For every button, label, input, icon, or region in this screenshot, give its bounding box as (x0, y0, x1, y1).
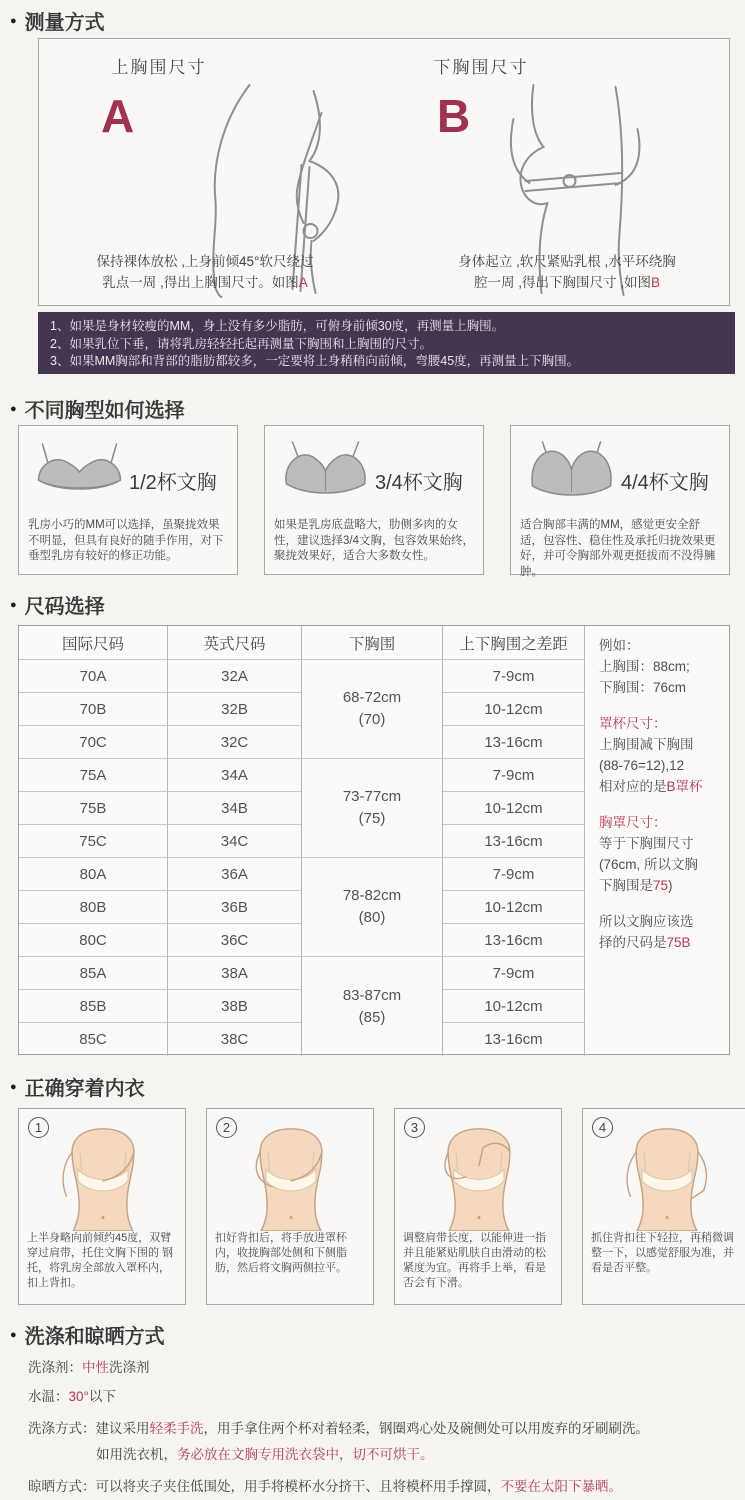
heading-text: 测量方式 (24, 12, 105, 34)
size-table-cell: 38C (168, 1023, 302, 1056)
wear-step-illustration (225, 1123, 357, 1231)
size-table-cell: 13-16cm (443, 924, 585, 957)
step-number-badge: 3 (404, 1117, 425, 1138)
size-note-line: (88-76=12),12 (599, 758, 685, 773)
size-table-cell: 80A (19, 858, 168, 891)
wear-step-illustration (37, 1123, 169, 1231)
wear-step-text: 扣好背扣后，将手放进罩杯内，收拢胸部处侧和下侧脂肪，然后将文胸两侧拉平。 (215, 1232, 347, 1274)
size-note-line: 等于下胸围尺寸 (599, 836, 694, 851)
bullet-icon: ● (10, 1081, 17, 1093)
size-table-cell: 85C (19, 1023, 168, 1056)
size-table-cell: 85A (19, 957, 168, 990)
size-table-cell: 7-9cm (443, 858, 585, 891)
wear-step-illustration (413, 1123, 545, 1231)
size-note-line: 下胸围是75) (599, 878, 673, 893)
size-table-cell: 36B (168, 891, 302, 924)
size-table-cell: 32B (168, 693, 302, 726)
bullet-icon: ● (10, 1329, 17, 1341)
size-table-cell: 36A (168, 858, 302, 891)
size-table-cell: 10-12cm (443, 693, 585, 726)
section-heading-wear (10, 1072, 145, 1101)
full-cup-bra-icon (523, 440, 621, 502)
letter-a-label: A (101, 90, 135, 142)
cup-card-full (510, 425, 730, 578)
heading-text: 尺码选择 (24, 596, 105, 618)
size-table-cell: 34B (168, 792, 302, 825)
size-note-line: 上胸围：88cm; (599, 659, 690, 674)
upper-bust-caption (55, 251, 355, 293)
wear-step-text: 抓住背扣往下轻拉，再稍微调整一下，以感觉舒服为准，并看是否平整。 (591, 1232, 734, 1274)
caption-line: 身体起立 ,软尺紧贴乳根 ,水平环绕胸 (458, 254, 676, 269)
bullet-icon: ● (10, 599, 17, 611)
size-table-cell: 上下胸围之差距 (443, 626, 585, 660)
bullet-icon: ● (10, 403, 17, 415)
notice-line: 2、如果乳位下垂，请将乳房轻轻托起再测量下胸围和上胸围的尺寸。 (50, 336, 432, 351)
cup-card-half (18, 425, 238, 575)
cup-label: 4/4杯文胸 (621, 472, 709, 494)
step-number-badge: 2 (216, 1117, 237, 1138)
wear-step-panel-4 (582, 1108, 745, 1305)
size-table-cell: 13-16cm (443, 825, 585, 858)
size-table-cell: 70C (19, 726, 168, 759)
wear-step-panel-2 (206, 1108, 374, 1305)
size-note-line: 下胸围：76cm (599, 680, 687, 695)
wash-line-detergent: 洗涤剂：中性洗涤剂 (28, 1360, 150, 1375)
section-heading-measure (10, 6, 105, 35)
size-table-cell: 32A (168, 660, 302, 693)
wash-line-method: 洗涤方式：建议采用轻柔手洗，用手拿住两个杯对着轻柔，钢圈鸡心处及碗侧处可以用废弃的牙刷刷洗。 (28, 1421, 649, 1436)
size-table-cell: 73-77cm (75) (302, 759, 443, 858)
size-note-line: (76cm, 所以文胸 (599, 857, 699, 872)
heading-text: 正确穿着内衣 (24, 1078, 145, 1100)
step-number-badge: 1 (28, 1117, 49, 1138)
cup-card-three-quarter (264, 425, 484, 575)
size-table-cell: 13-16cm (443, 726, 585, 759)
cup-label: 1/2杯文胸 (129, 472, 217, 494)
size-table-cell: 68-72cm (70) (302, 660, 443, 759)
size-table-cell: 36C (168, 924, 302, 957)
heading-text: 洗涤和晾晒方式 (24, 1326, 165, 1348)
wash-line-machine: 如用洗衣机，务必放在文胸专用洗衣袋中，切不可烘干。 (96, 1447, 434, 1462)
under-bust-caption (417, 251, 717, 293)
wear-step-panel-3 (394, 1108, 562, 1305)
size-table-cell: 78-82cm (80) (302, 858, 443, 957)
size-table-cell: 70B (19, 693, 168, 726)
size-table-cell: 80B (19, 891, 168, 924)
measure-diagram-box (38, 38, 730, 306)
size-note-line: 罩杯尺寸： (599, 716, 667, 731)
notice-line: 3、如果MM胸部和背部的脂肪都较多，一定要将上身稍稍向前倾，弯腰45度，再测量上下胸围。 (50, 354, 580, 368)
cup-description: 适合胸部丰满的MM，感觉更安全舒适，包容性、稳住性及承托归拢效果更好，并可令胸部外观更挺拔而不没得臃肿。 (520, 519, 716, 578)
size-note-line: 择的尺码是75B (599, 935, 691, 950)
wear-step-text: 上半身略向前倾约45度，双臂穿过肩带，托住文胸下围的 钢托，将乳房全部放入罩杯内，扣上背扣。 (27, 1232, 174, 1289)
bullet-icon: ● (10, 15, 17, 27)
size-table-cell: 10-12cm (443, 891, 585, 924)
size-note-line: 胸罩尺寸： (599, 815, 667, 830)
section-heading-wash (10, 1320, 165, 1349)
size-note-line: 所以文胸应该选 (599, 914, 694, 929)
step-number-badge: 4 (592, 1117, 613, 1138)
size-table-cell: 75B (19, 792, 168, 825)
size-table-notes (585, 626, 729, 1056)
caption-line: 腔一周 ,得出下胸围尺寸 ,如图B (473, 275, 661, 290)
size-table (18, 625, 730, 1055)
size-note-line: 上胸围减下胸围 (599, 737, 694, 752)
size-table-cell: 75A (19, 759, 168, 792)
size-table-cell: 38A (168, 957, 302, 990)
notice-line: 1、如果是身材较瘦的MM，身上没有多少脂肪，可俯身前倾30度，再测量上胸围。 (50, 319, 505, 333)
wear-step-illustration (601, 1123, 733, 1231)
size-table-cell: 38B (168, 990, 302, 1023)
measure-notice-box (38, 312, 735, 374)
size-table-cell: 34C (168, 825, 302, 858)
size-table-cell: 下胸围 (302, 626, 443, 660)
size-table-cell: 80C (19, 924, 168, 957)
size-table-cell: 85B (19, 990, 168, 1023)
size-table-cell: 7-9cm (443, 957, 585, 990)
wash-instructions (28, 1358, 734, 1496)
cup-description: 如果是乳房底盘略大，肋侧多肉的女性，建议选择3/4文胸，包容效果始终，聚拢效果好，适合大多数女性。 (274, 519, 474, 562)
size-table-cell: 英式尺码 (168, 626, 302, 660)
caption-line: 乳点一周 ,得出上胸围尺寸。如图A (102, 275, 308, 290)
size-table-cell: 10-12cm (443, 990, 585, 1023)
cup-description: 乳房小巧的MM可以选择，虽聚拢效果不明显，但具有良好的随手作用，对下垂型乳房有较好的修正功能。 (28, 519, 224, 562)
size-table-cell: 83-87cm (85) (302, 957, 443, 1056)
size-note-line: 相对应的是B罩杯 (599, 779, 703, 794)
size-table-cell: 7-9cm (443, 660, 585, 693)
half-cup-bra-icon (31, 440, 129, 502)
size-table-cell: 7-9cm (443, 759, 585, 792)
size-table-cell: 13-16cm (443, 1023, 585, 1056)
wear-step-panel-1 (18, 1108, 186, 1305)
cup-label: 3/4杯文胸 (375, 472, 463, 494)
wear-step-text: 调整肩带长度，以能伸进一指并且能紧贴肌肤自由滑动的松紧度为宜。再将手上举，看是否会有下滑。 (403, 1232, 546, 1289)
upper-bust-title: 上胸围尺寸 (111, 58, 207, 77)
size-table-cell: 32C (168, 726, 302, 759)
size-table-cell: 10-12cm (443, 792, 585, 825)
wash-line-drying: 晾晒方式：可以将夹子夹住低围处，用手将模杯水分挤干、且将模杯用手撑圆，不要在太阳下暴晒。 (28, 1479, 622, 1494)
size-table-cell: 70A (19, 660, 168, 693)
section-heading-sizes (10, 590, 105, 619)
heading-text: 不同胸型如何选择 (24, 400, 185, 422)
wash-line-temperature: 水温：30°以下 (28, 1389, 116, 1404)
size-note-line: 例如： (599, 638, 640, 653)
size-table-cell: 34A (168, 759, 302, 792)
section-heading-cups (10, 394, 185, 423)
caption-line: 保持裸体放松 ,上身前倾45°软尺绕过 (96, 254, 314, 269)
letter-b-label: B (437, 90, 471, 142)
size-table-cell: 75C (19, 825, 168, 858)
under-bust-title: 下胸围尺寸 (433, 58, 529, 77)
three-quarter-cup-bra-icon (277, 440, 375, 502)
size-table-cell: 国际尺码 (19, 626, 168, 660)
